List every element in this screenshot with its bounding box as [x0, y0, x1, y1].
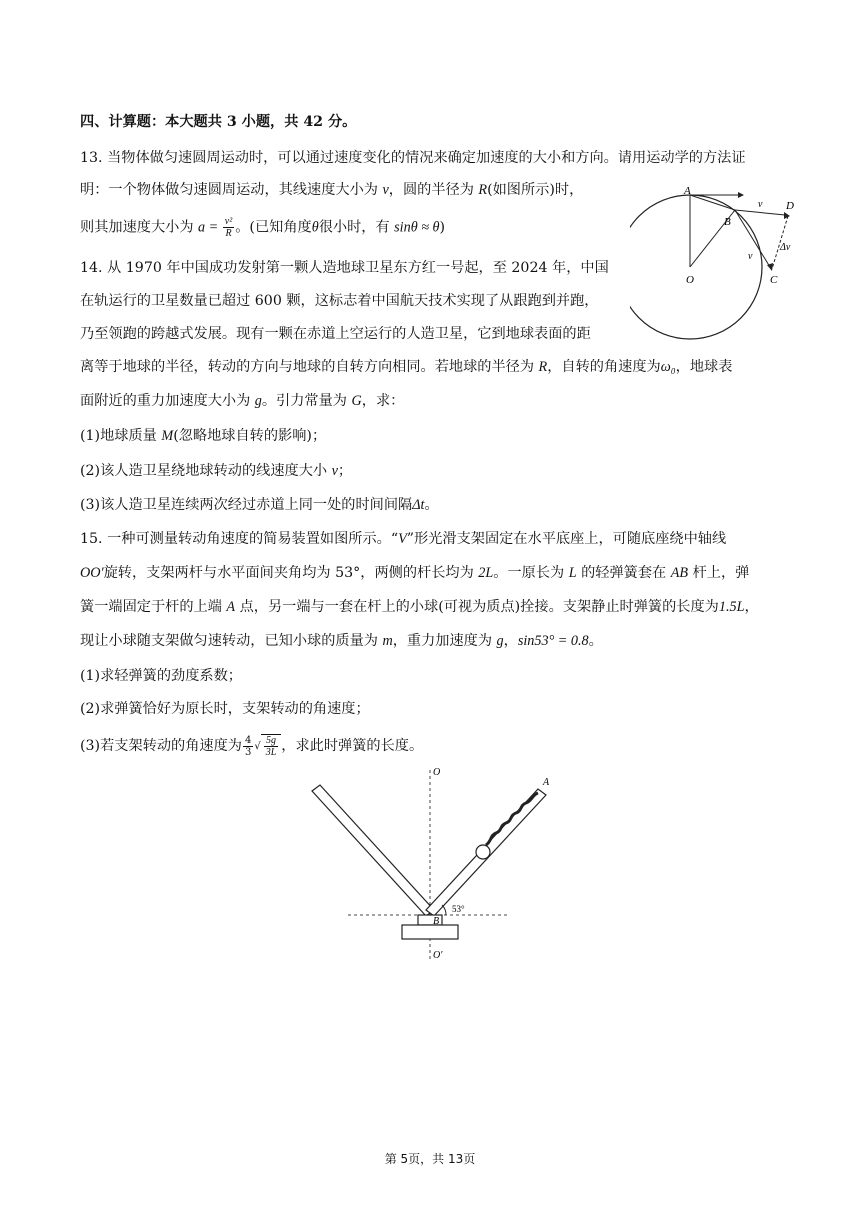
q14-line4: 离等于地球的半径，转动的方向与地球的自转方向相同。若地球的半径为 R，自转的角速度为ω₀，地球表: [80, 359, 733, 375]
q15-part1: (1)求轻弹簧的劲度系数；: [80, 668, 242, 684]
q14-line5: 面附近的重力加速度大小为 g。引力常量为 G，求：: [80, 393, 405, 409]
q15-part2: (2)求弹簧恰好为原长时，支架转动的角速度；: [80, 701, 370, 717]
label-b: B: [724, 216, 731, 228]
label-v2: v: [748, 251, 753, 262]
v-frame-figure: [300, 765, 560, 970]
q13-line2: 明：一个物体做匀速圆周运动，其线速度大小为 v，圆的半径为 R(如图所示)时，: [80, 182, 584, 198]
label-c: C: [770, 274, 778, 286]
angle-label: 53°: [452, 904, 465, 914]
accel-fraction: $\frac{\text{v²}}{R}$: [224, 216, 233, 239]
velocity-c-arrow: [735, 210, 770, 267]
label-v1: v: [758, 199, 763, 210]
q13-line1: 13. 当物体做匀速圆周运动时，可以通过速度变化的情况来确定加速度的大小和方向。请用运动学的方法证: [80, 150, 746, 166]
q14-part3: (3)该人造卫星连续两次经过赤道上同一处的时间间隔Δt。: [80, 497, 439, 513]
label-d: D: [786, 200, 794, 212]
q14-line3: 乃至领跑的跨越式发展。现有一颗在赤道上空运行的人造卫星，它到地球表面的距: [80, 326, 591, 342]
omega-fraction: $\frac{4}{3}$: [244, 734, 252, 758]
label-o: O: [686, 274, 694, 286]
q15-line4: 现让小球随支架做匀速转动，已知小球的质量为 m，重力加速度为 g，sin53° = 0.8。: [80, 633, 603, 649]
q13-line3: 则其加速度大小为 a = $\frac{\text{v²}}{R}$ 。(已知角度θ很小时，有 sinθ ≈ θ): [80, 216, 446, 239]
q15-line1: 15. 一种可测量转动角速度的简易装置如图所示。“V”形光滑支架固定在水平底座上，可随底座绕中轴线: [80, 531, 727, 547]
q14-part1: (1)地球质量 M(忽略地球自转的影响)；: [80, 428, 327, 444]
small-ball: [476, 845, 490, 859]
section-heading: 四、计算题：本大题共 3 小题，共 42 分。: [80, 114, 357, 130]
label-o-top: O: [433, 767, 441, 778]
label-a: A: [684, 185, 691, 197]
q14-line1: 14. 从 1970 年中国成功发射第一颗人造地球卫星东方红一号起，至 2024 年，中国: [80, 260, 609, 276]
base-platform: [402, 925, 458, 939]
label-a: A: [543, 777, 550, 788]
q15-line3: 簧一端固定于杆的上端 A 点，另一端与一套在杆上的小球(可视为质点)拴接。支架静止时弹簧的长度为1.5L，: [80, 599, 759, 615]
q14-line2: 在轨运行的卫星数量已超过 600 颗，这标志着中国航天技术实现了从跟跑到并跑，: [80, 293, 599, 309]
label-b: B: [433, 916, 440, 927]
velocity-d-arrow: [735, 210, 785, 215]
q15-line2: OO′旋转，支架两杆与水平面间夹角均为 53°，两侧的杆长均为 2L。一原长为 L 的轻弹簧套在 AB 杆上，弹: [80, 565, 750, 581]
label-o-bottom: O′: [433, 950, 443, 961]
q14-part2: (2)该人造卫星绕地球转动的线速度大小 v；: [80, 463, 353, 479]
page-footer: 第 5页，共 13页: [384, 1152, 476, 1166]
label-dv: Δv: [780, 242, 791, 253]
left-rod: [312, 785, 434, 916]
omega-sqrt: √ $\frac{5g}{3L}$: [254, 734, 281, 758]
orbit-circle: [630, 195, 762, 339]
q15-part3: (3)若支架转动的角速度为 $\frac{4}{3}$ √ $\frac{5g}{3L}$ ，求此时弹簧的长度。: [80, 734, 424, 758]
circular-motion-figure: [630, 185, 830, 355]
